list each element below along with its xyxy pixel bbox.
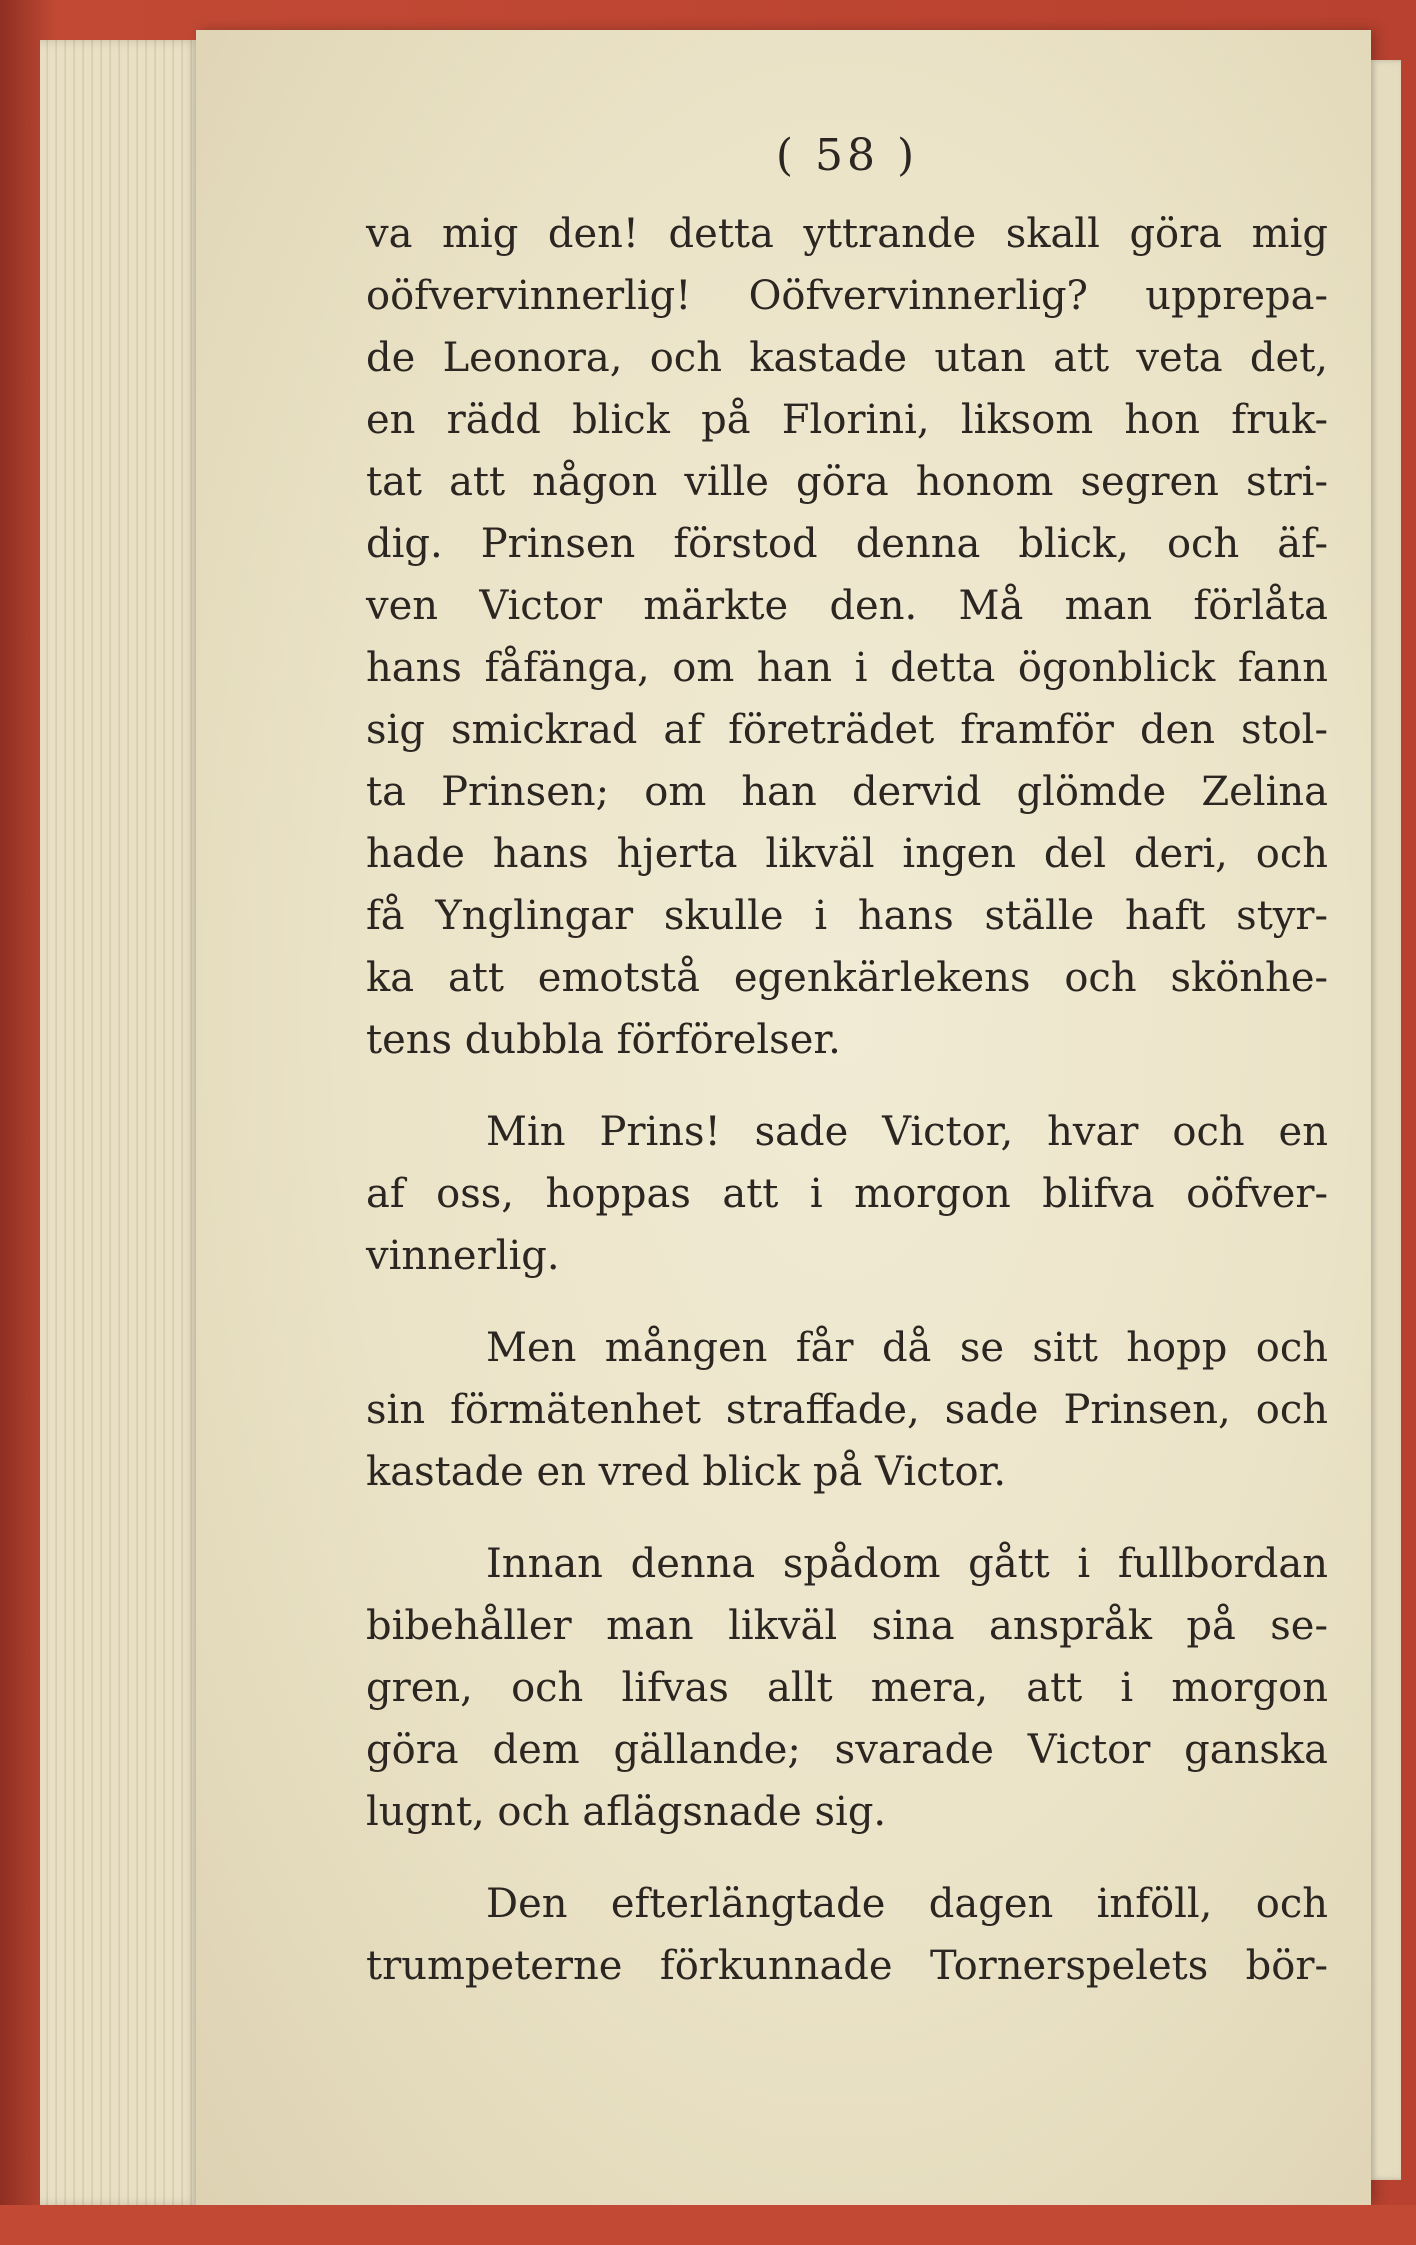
paragraph-2 xyxy=(366,1101,1328,1287)
text-line: gren, och lifvas allt mera, att i morgon xyxy=(366,1665,1328,1711)
page-edges xyxy=(40,40,200,2205)
text-line: Den efterlängtade dagen inföll, och xyxy=(486,1881,1328,1927)
text-line: af oss, hoppas att i morgon blifva oöfver- xyxy=(366,1171,1328,1217)
page-text xyxy=(366,125,1328,1997)
paragraph-3 xyxy=(366,1317,1328,1503)
text-line: Men mången får då se sitt hopp och xyxy=(486,1325,1328,1371)
text-line: sin förmätenhet straffade, sade Prinsen, och xyxy=(366,1387,1328,1433)
text-line: göra dem gällande; svarade Victor ganska xyxy=(366,1727,1328,1773)
paragraph-5 xyxy=(366,1873,1328,1997)
text-line: tens dubbla förförelser. xyxy=(366,1017,841,1063)
paragraph-4 xyxy=(366,1533,1328,1843)
text-line: ka att emotstå egenkärlekens och skönhe- xyxy=(366,955,1328,1001)
page-number: ( 58 ) xyxy=(775,130,919,181)
text-line: hade hans hjerta likväl ingen del deri, och xyxy=(366,831,1328,877)
text-line: ta Prinsen; om han dervid glömde Zelina xyxy=(366,769,1328,815)
text-line: kastade en vred blick på Victor. xyxy=(366,1449,1007,1495)
text-line: de Leonora, och kastade utan att veta det, xyxy=(366,335,1328,381)
text-line: en rädd blick på Florini, liksom hon fruk- xyxy=(366,397,1328,443)
next-page-edge xyxy=(1371,60,1401,2180)
text-line: lugnt, och aflägsnade sig. xyxy=(366,1789,887,1835)
text-line: få Ynglingar skulle i hans ställe haft styr- xyxy=(366,893,1328,939)
text-line: hans fåfänga, om han i detta ögonblick fann xyxy=(366,645,1328,691)
text-line: vinnerlig. xyxy=(366,1233,560,1279)
text-line: dig. Prinsen förstod denna blick, och äf- xyxy=(366,521,1328,567)
text-line: Innan denna spådom gått i fullbordan xyxy=(486,1541,1328,1587)
book-cover-edge xyxy=(0,2205,1416,2245)
text-line: Min Prins! sade Victor, hvar och en xyxy=(486,1109,1328,1155)
text-line: trumpeterne förkunnade Tornerspelets bör- xyxy=(366,1943,1328,1989)
text-line: sig smickrad af företrädet framför den stol- xyxy=(366,707,1328,753)
book-page xyxy=(196,30,1371,2205)
text-line: ven Victor märkte den. Må man förlåta xyxy=(366,583,1328,629)
paragraph-1 xyxy=(366,203,1328,1071)
text-line: tat att någon ville göra honom segren stri- xyxy=(366,459,1328,505)
text-line: va mig den! detta yttrande skall göra mig xyxy=(366,211,1328,257)
text-line: bibehåller man likväl sina anspråk på se- xyxy=(366,1603,1328,1649)
text-line: oöfvervinnerlig! Oöfvervinnerlig? upprepa- xyxy=(366,273,1328,319)
